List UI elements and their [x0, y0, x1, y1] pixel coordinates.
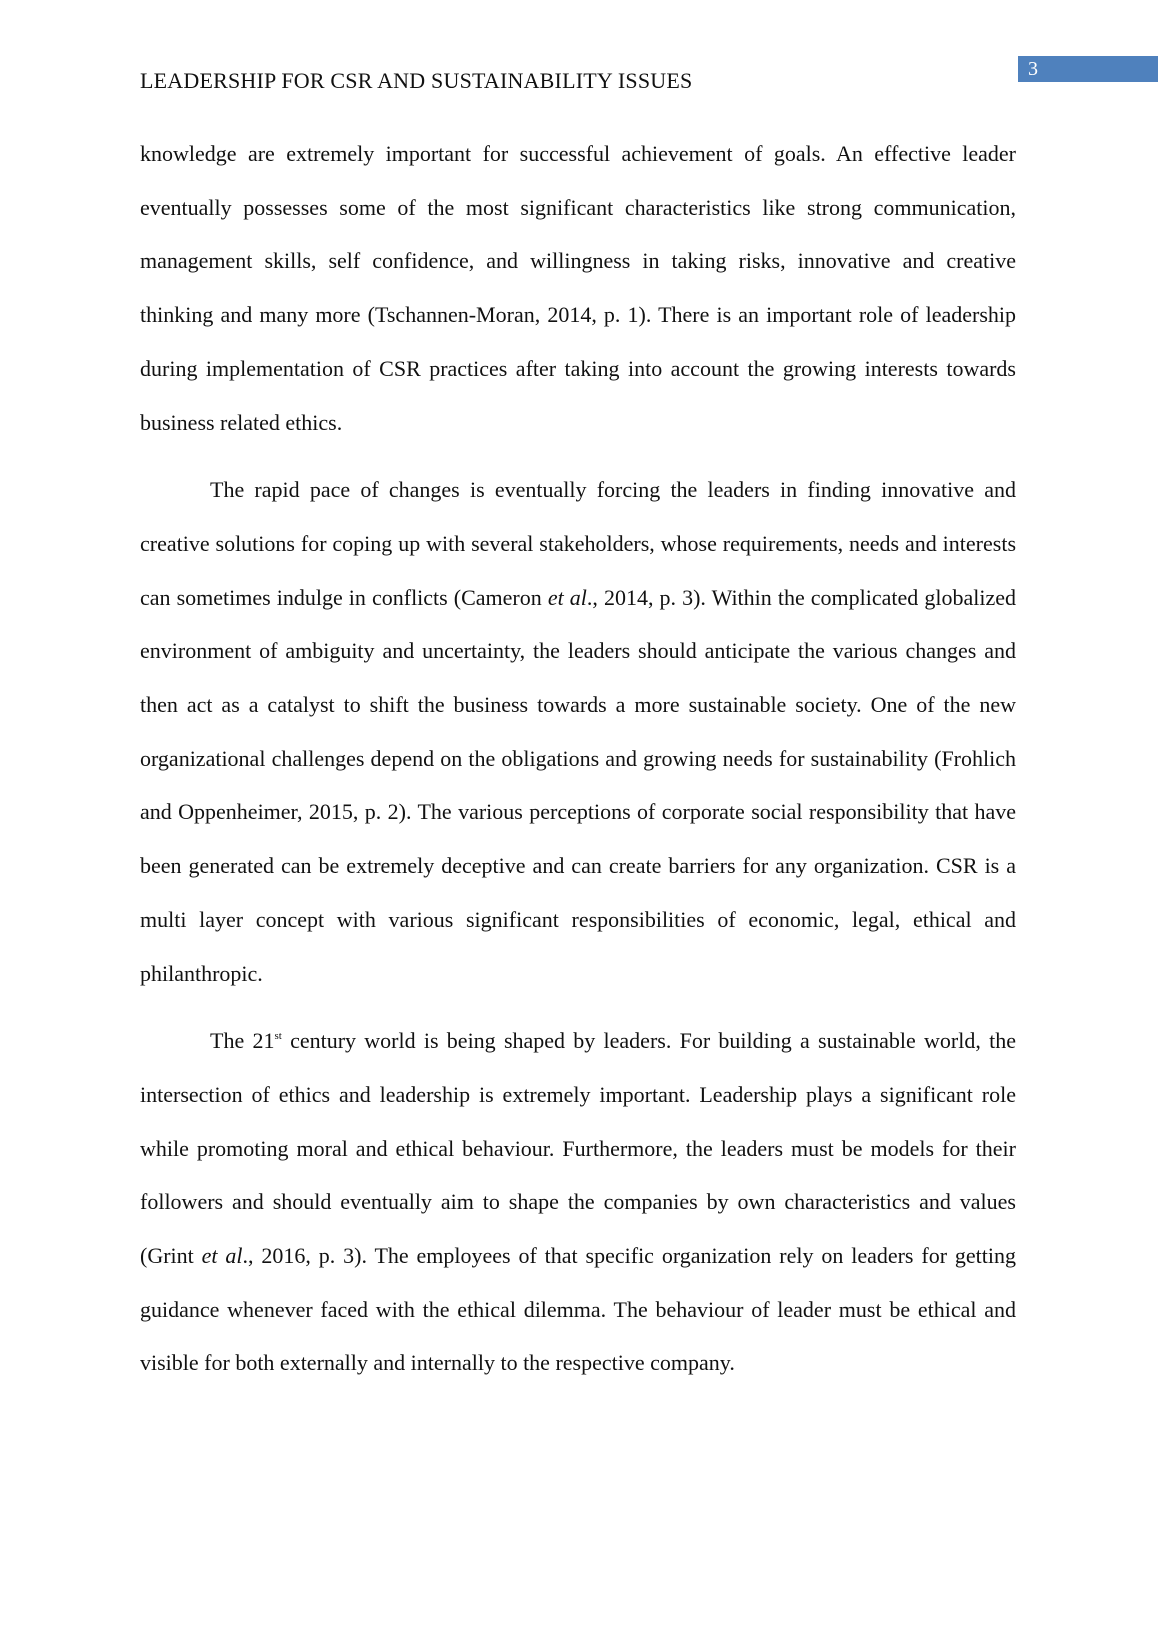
running-head: LEADERSHIP FOR CSR AND SUSTAINABILITY ISSUES [140, 68, 693, 93]
paragraph-1: knowledge are extremely important for successful achievement of goals. An effective leader eventually possesses some of the most significant characteristics like strong communication, management skills, self confidence, and willingness in taking risks, innovative and creative thinking and many more (Tschannen-Moran, 2014, p. 1). There is an important role of leadership during implementation of CSR practices after taking into account the growing interests towards business related ethics. [140, 141, 1016, 435]
body-text [140, 127, 1016, 1390]
paragraph-2-part-2: ., 2014, p. 3). Within the complicated globalized environment of ambiguity and uncertainty, the leaders should anticipate the various changes and then act as a catalyst to shift the business towards a more sustainable society. One of the new organizational challenges depend on the obligations and growing needs for sustainability (Frohlich and Oppenheimer, 2015, p. 2). The various perceptions of corporate social responsibility that have been generated can be extremely deceptive and can create barriers for any organization. CSR is a multi layer concept with various significant responsibilities of economic, legal, ethical and philanthropic. [140, 584, 1016, 986]
page-number: 3 [1018, 56, 1158, 82]
paragraph-3-part-3: ., 2016, p. 3). The employees of that specific organization rely on leaders for getting guidance whenever faced with the ethical dilemma. The behaviour of leader must be ethical and visible for both externally and internally to the respective company. [140, 1243, 1016, 1376]
paragraph-3-part-2: century world is being shaped by leaders. For building a sustainable world, the intersection of ethics and leadership is extremely important. Leadership plays a significant role while promoting moral and ethical behaviour. Furthermore, the leaders must be models for their followers and should eventually aim to shape the companies by own characteristics and values (Grint [140, 1028, 1016, 1269]
paragraph-3 [140, 1014, 1016, 1390]
ordinal-superscript: st [274, 1030, 282, 1043]
paragraph-3-italic-et-al: et al [201, 1243, 243, 1269]
paragraph-2-italic-et-al: et al [547, 584, 587, 610]
paragraph-3-part-1: The 21 [210, 1028, 275, 1054]
paragraph-2-part-1: The rapid pace of changes is eventually forcing the leaders in finding innovative and creative solutions for coping up with several stakeholders, whose requirements, needs and interests can sometimes indulge in conflicts (Cameron [140, 477, 1016, 610]
paragraph-2 [140, 463, 1016, 1000]
